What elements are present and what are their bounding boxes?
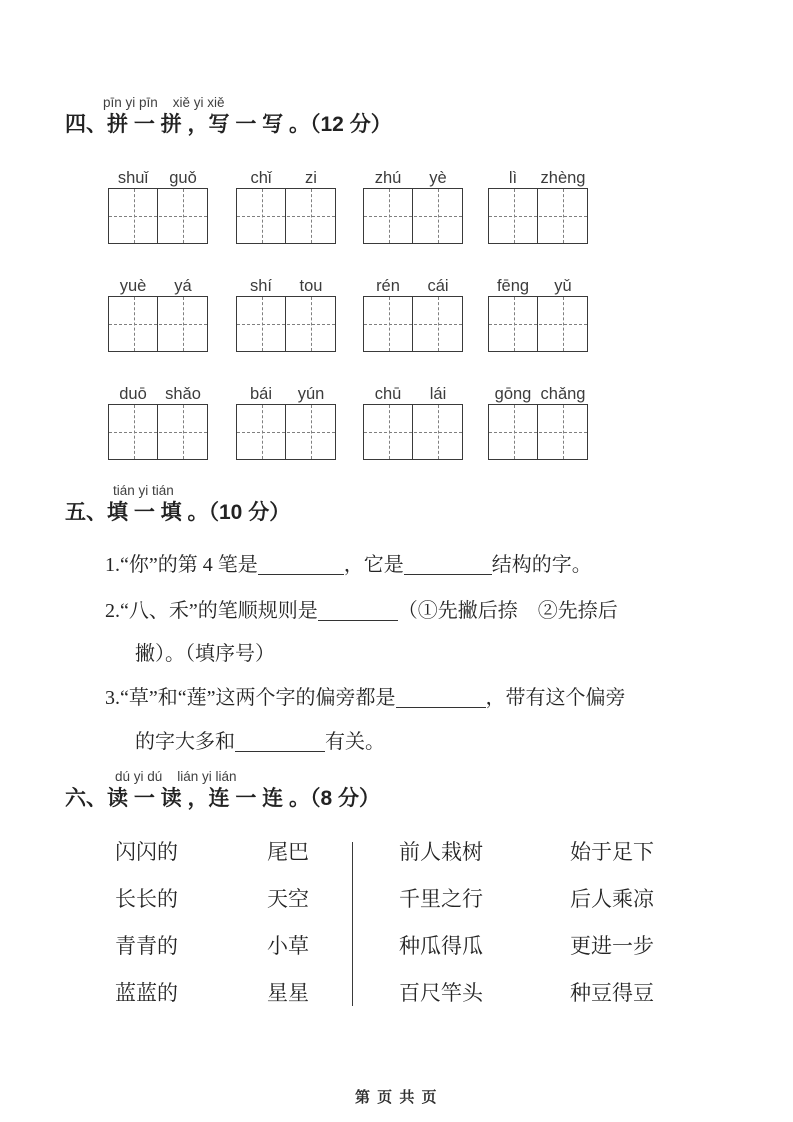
pinyin-labels xyxy=(236,274,336,296)
fill-blank xyxy=(258,554,344,575)
section-four-title: 四、拼 一 拼 ，写 一 写 。（12 分） xyxy=(65,113,392,136)
pinyin-labels xyxy=(363,382,463,404)
section-four-pinyin: pīn yi pīn xiě yi xiě xyxy=(103,95,225,110)
tianzige-box xyxy=(363,188,463,244)
question-1-text: 结构的字。 xyxy=(491,554,592,576)
match-column-proverb-first-half xyxy=(399,841,483,1004)
section-five-pinyin: tián yi tián xyxy=(113,483,174,498)
writing-grid-group xyxy=(236,274,336,352)
pinyin-syllable: yá xyxy=(174,277,192,295)
question-3-text: 3.“草”和“莲”这两个字的偏旁都是 xyxy=(105,687,396,709)
writing-grid-group xyxy=(236,166,336,244)
match-item: 始于足下 xyxy=(570,840,654,864)
pinyin-syllable: chǐ xyxy=(250,169,272,187)
fill-blank xyxy=(235,731,325,752)
section-six-header xyxy=(65,770,380,812)
match-item: 闪闪的 xyxy=(115,840,178,864)
match-item: 小草 xyxy=(267,934,309,958)
pinyin-syllable: chǎng xyxy=(540,385,586,403)
writing-grid-group xyxy=(488,382,588,460)
match-item: 星星 xyxy=(267,981,309,1005)
question-1-text: ，它是 xyxy=(343,554,404,576)
section-six-pinyin: dú yi dú lián yi lián xyxy=(115,769,237,784)
pinyin-labels xyxy=(488,382,588,404)
pinyin-syllable: tou xyxy=(299,277,323,295)
tianzige-box xyxy=(236,188,336,244)
question-1 xyxy=(105,552,592,578)
tianzige-box xyxy=(363,404,463,460)
writing-grid-group xyxy=(488,166,588,244)
tianzige-box xyxy=(108,188,208,244)
pinyin-syllable: bái xyxy=(249,385,273,403)
column-divider xyxy=(352,842,353,1006)
pinyin-syllable: zi xyxy=(305,169,317,187)
match-item: 天空 xyxy=(267,887,309,911)
pinyin-labels xyxy=(236,166,336,188)
writing-grid-group xyxy=(363,382,463,460)
section-six-title: 六、读 一 读 ，连 一 连 。（8 分） xyxy=(65,787,381,810)
page-footer: 第 页 共 页 xyxy=(354,1089,438,1106)
match-column-proverb-second-half xyxy=(570,841,654,1004)
match-item: 千里之行 xyxy=(399,887,483,911)
pinyin-syllable: yuè xyxy=(119,277,147,295)
match-item: 百尺竿头 xyxy=(399,981,483,1005)
pinyin-labels xyxy=(236,382,336,404)
tianzige-box xyxy=(108,296,208,352)
writing-grid-group xyxy=(363,274,463,352)
pinyin-labels xyxy=(108,382,208,404)
pinyin-labels xyxy=(488,166,588,188)
section-five-header xyxy=(65,484,290,526)
pinyin-syllable: cái xyxy=(427,277,449,295)
pinyin-syllable: lái xyxy=(429,385,447,403)
match-item: 种豆得豆 xyxy=(570,981,654,1005)
pinyin-labels xyxy=(488,274,588,296)
match-item: 尾巴 xyxy=(267,840,309,864)
question-1-text: 1.“你”的第 4 笔是 xyxy=(105,554,258,576)
question-2-line-2 xyxy=(135,641,275,667)
pinyin-syllable: yǔ xyxy=(554,277,572,295)
pinyin-labels xyxy=(108,274,208,296)
tianzige-box xyxy=(488,188,588,244)
writing-grid-group xyxy=(108,382,208,460)
tianzige-box xyxy=(236,296,336,352)
match-item: 后人乘凉 xyxy=(570,887,654,911)
match-column-nouns xyxy=(267,841,309,1004)
pinyin-syllable: fēng xyxy=(496,277,530,295)
match-item: 长长的 xyxy=(115,887,178,911)
fill-blank xyxy=(318,600,398,621)
question-2-line-1 xyxy=(105,598,618,624)
tianzige-box xyxy=(488,404,588,460)
writing-grid-group xyxy=(108,274,208,352)
question-2-options: （①先撇后捺 ②先捺后 xyxy=(397,600,618,622)
tianzige-box xyxy=(236,404,336,460)
section-five-title: 五、填 一 填 。（10 分） xyxy=(65,501,291,524)
writing-grid-group xyxy=(488,274,588,352)
match-item: 更进一步 xyxy=(570,934,654,958)
pinyin-syllable: yún xyxy=(297,385,325,403)
match-item: 青青的 xyxy=(115,934,178,958)
pinyin-syllable: gōng xyxy=(494,385,532,403)
pinyin-syllable: duō xyxy=(119,385,147,403)
pinyin-syllable: lì xyxy=(508,169,518,187)
question-3-text: ，带有这个偏旁 xyxy=(485,687,626,709)
question-3-text: 有关。 xyxy=(325,731,385,753)
pinyin-syllable: guǒ xyxy=(169,169,197,187)
pinyin-labels xyxy=(108,166,208,188)
pinyin-syllable: shí xyxy=(249,277,272,295)
writing-grid-group xyxy=(108,166,208,244)
match-item: 蓝蓝的 xyxy=(115,981,178,1005)
writing-grid-group xyxy=(363,166,463,244)
pinyin-labels xyxy=(363,166,463,188)
tianzige-box xyxy=(363,296,463,352)
pinyin-syllable: zhèng xyxy=(540,169,586,187)
pinyin-syllable: chū xyxy=(374,385,402,403)
match-item: 种瓜得瓜 xyxy=(399,934,483,958)
pinyin-syllable: shuǐ xyxy=(117,169,149,187)
question-3-line-2 xyxy=(135,729,385,755)
writing-grid-group xyxy=(236,382,336,460)
fill-blank xyxy=(404,554,492,575)
match-column-adjectives xyxy=(115,841,178,1004)
pinyin-syllable: yè xyxy=(429,169,447,187)
pinyin-labels xyxy=(363,274,463,296)
pinyin-syllable: zhú xyxy=(374,169,402,187)
section-four-header xyxy=(65,96,392,138)
question-2-text: 2.“八、禾”的笔顺规则是 xyxy=(105,600,318,622)
question-2-text: 撇）。（填序号） xyxy=(135,643,275,665)
question-3-line-1 xyxy=(105,685,626,711)
tianzige-box xyxy=(488,296,588,352)
fill-blank xyxy=(396,687,486,708)
pinyin-syllable: shǎo xyxy=(165,385,201,403)
pinyin-syllable: rén xyxy=(376,277,400,295)
match-item: 前人栽树 xyxy=(399,840,483,864)
tianzige-box xyxy=(108,404,208,460)
question-3-text: 的字大多和 xyxy=(135,731,235,753)
